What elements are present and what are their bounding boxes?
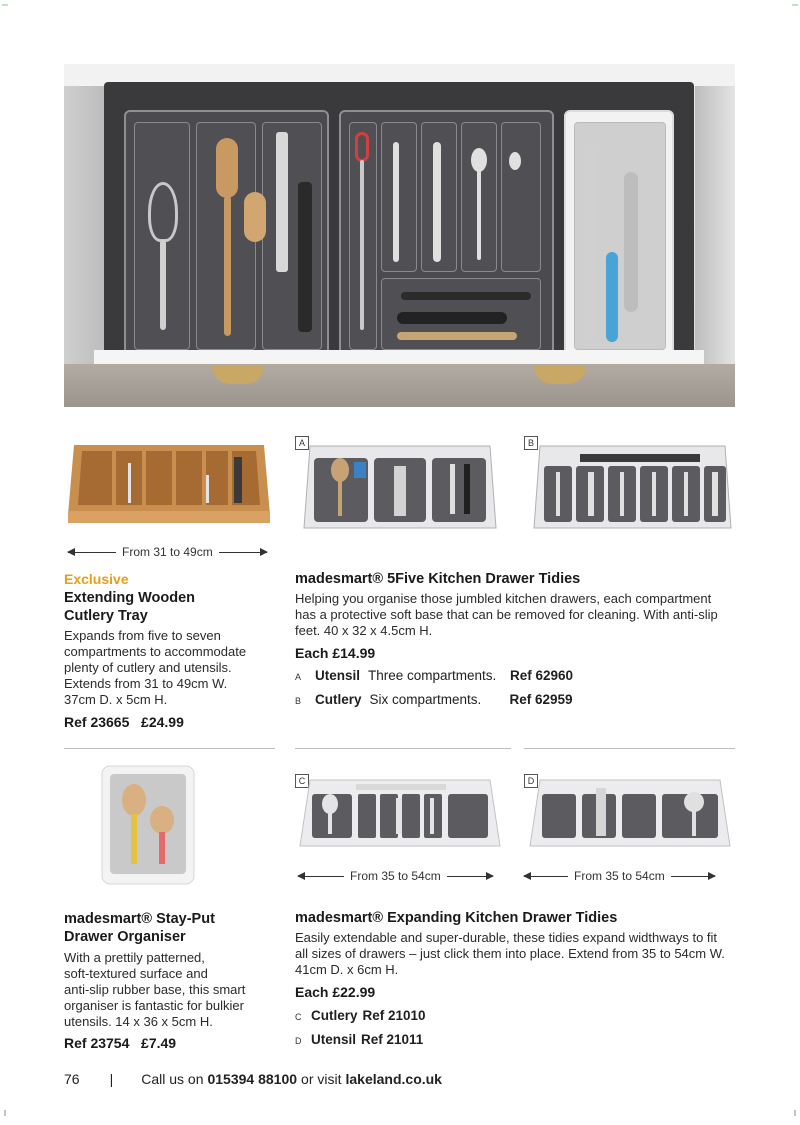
utensil-tray (124, 110, 329, 362)
divider (295, 748, 511, 749)
arrow-right-icon (671, 876, 715, 877)
description-line: 37cm D. x 5cm H. (64, 692, 168, 707)
size-label: From 35 to 54cm (574, 869, 665, 883)
price: Each £14.99 (295, 645, 376, 661)
garlic-press (397, 312, 507, 324)
image-letter-d: D (524, 774, 538, 788)
cabinet-right (695, 86, 735, 386)
description-line: feet. 40 x 32 x 4.5cm H. (295, 623, 433, 638)
product-description (64, 628, 279, 708)
size-label: From 35 to 54cm (350, 869, 441, 883)
size-label: From 31 to 49cm (122, 545, 213, 559)
title-line: madesmart® Stay-Put (64, 911, 215, 927)
variant-desc: Three compartments. (368, 668, 497, 683)
divider (524, 748, 735, 749)
chef-knife (401, 292, 531, 300)
variant-code: B (295, 696, 302, 706)
variant-ref: Ref 62959 (509, 692, 573, 707)
exclusive-badge: Exclusive (64, 571, 129, 587)
ref-price: Ref 23754 £7.49 (64, 1035, 177, 1051)
description-line: utensils. 14 x 36 x 5cm H. (64, 1014, 213, 1029)
image-letter-c: C (295, 774, 309, 788)
spoon-handle (477, 170, 481, 260)
variant-row (295, 1008, 426, 1023)
variant-row (295, 1032, 423, 1047)
fork (433, 142, 441, 262)
phone-number[interactable]: 015394 88100 (207, 1071, 298, 1087)
size-indicator-d (524, 869, 736, 883)
visit-text: or visit (301, 1071, 342, 1087)
wooden-handle (224, 196, 231, 336)
title-line: Drawer Organiser (64, 929, 186, 945)
whisk-handle (160, 240, 166, 330)
thermometer (584, 142, 594, 342)
ref-price: Ref 23665 £24.99 (64, 714, 184, 730)
drawer-front (94, 350, 704, 364)
fivefive-cutlery-image (530, 436, 735, 536)
variant-name: Utensil (315, 668, 361, 683)
red-tongs (355, 132, 369, 162)
description-line: plenty of cutlery and utensils. (64, 660, 232, 675)
spoon (471, 148, 487, 172)
page-footer (64, 1071, 442, 1087)
size-indicator-c (298, 869, 510, 883)
product-description (64, 950, 284, 1030)
variant-desc: Six compartments. (369, 692, 482, 707)
description-line: anti-slip rubber base, this smart (64, 982, 246, 997)
arrow-left-icon (298, 876, 344, 877)
variant-ref: Ref 62960 (510, 668, 574, 683)
size-indicator-wooden (68, 545, 272, 559)
product-title (64, 589, 195, 625)
arrow-right-icon (447, 876, 493, 877)
bread-knife (276, 132, 288, 272)
cutlery-tray (339, 110, 554, 362)
arrow-left-icon (524, 876, 568, 877)
variant-row (295, 692, 573, 707)
tray-compartment (381, 122, 417, 272)
arrow-left-icon (68, 552, 116, 553)
teaspoon (509, 152, 521, 170)
call-text: Call us on (141, 1071, 204, 1087)
floor (64, 364, 735, 407)
crop-mark (792, 1110, 798, 1116)
fivefive-utensil-image (300, 436, 500, 536)
description-line: With a prettily patterned, (64, 950, 205, 965)
stay-put-image (100, 764, 196, 886)
title-line: Extending Wooden (64, 590, 196, 606)
page-number: 76 (64, 1071, 80, 1087)
description-line: organiser is fantastic for bulkier (64, 998, 244, 1013)
knife (393, 142, 399, 262)
image-letter-b: B (524, 436, 538, 450)
open-drawer (104, 82, 694, 360)
description-line: Expands from five to seven (64, 628, 221, 643)
variant-ref: Ref 21010 (362, 1008, 426, 1023)
product-title: madesmart® Expanding Kitchen Drawer Tidies (295, 910, 618, 926)
footer-separator: | (109, 1071, 114, 1087)
tongs-handle (360, 160, 364, 330)
product-title (64, 910, 215, 946)
blue-handle (606, 252, 618, 342)
hero-photo-drawer (64, 64, 735, 407)
divider (64, 748, 275, 749)
variant-code: A (295, 672, 302, 682)
description-line: all sizes of drawers – just click them into place. Extend from 35 to 54cm W. (295, 946, 725, 961)
variant-code: D (295, 1036, 302, 1046)
description-line: has a protective soft base that can be removed for cleaning. With anti-slip (295, 607, 718, 622)
description-line: soft-textured surface and (64, 966, 208, 981)
image-letter-a: A (295, 436, 309, 450)
crop-mark (2, 2, 8, 8)
description-line: 41cm D. x 6cm H. (295, 962, 399, 977)
brush (397, 332, 517, 340)
description-line: Easily extendable and super-durable, these tidies expand widthways to fit (295, 930, 718, 945)
variant-code: C (295, 1012, 302, 1022)
arrow-right-icon (219, 552, 267, 553)
expanding-utensil-image (526, 772, 734, 854)
product-description (295, 591, 740, 639)
can-opener (624, 172, 638, 312)
tray-compartment (501, 122, 541, 272)
wooden-spoon (216, 138, 238, 198)
product-description (295, 930, 740, 978)
variant-name: Utensil (311, 1032, 357, 1047)
white-organiser (564, 110, 674, 362)
wooden-tray-image (64, 435, 274, 527)
website-link[interactable]: lakeland.co.uk (345, 1071, 442, 1087)
variant-ref: Ref 21011 (361, 1032, 424, 1047)
product-title: madesmart® 5Five Kitchen Drawer Tidies (295, 571, 581, 587)
tray-compartment (262, 122, 322, 350)
baster (298, 182, 312, 332)
variant-name: Cutlery (311, 1008, 358, 1023)
crop-mark (792, 2, 798, 8)
expanding-cutlery-image (296, 772, 504, 854)
variant-row (295, 668, 573, 683)
wooden-spatula (244, 192, 266, 242)
whisk (148, 182, 178, 242)
description-line: Extends from 31 to 49cm W. (64, 676, 228, 691)
title-line: Cutlery Tray (64, 608, 148, 624)
price: Each £22.99 (295, 984, 376, 1000)
crop-mark (2, 1110, 8, 1116)
variant-name: Cutlery (315, 692, 362, 707)
description-line: Helping you organise those jumbled kitchen drawers, each compartment (295, 591, 712, 606)
description-line: compartments to accommodate (64, 644, 247, 659)
